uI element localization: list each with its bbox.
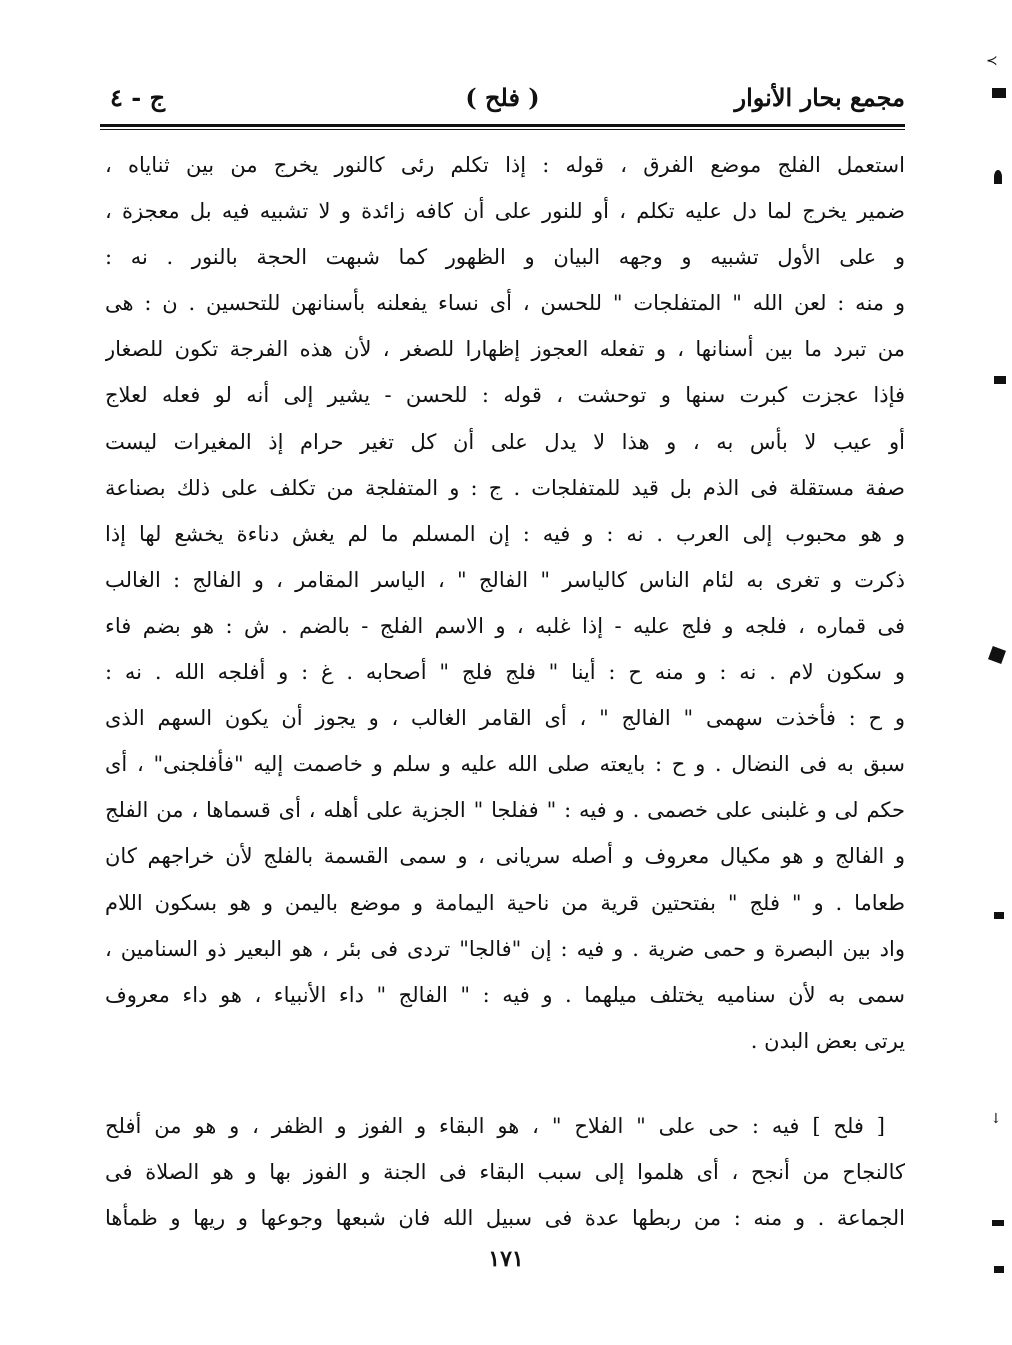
scan-margin-mark: ≺ [986,53,998,69]
text-line: فى قماره ، فلجه و فلج عليه - إذا غلبه ، و الاسم الفلج - بالضم . ش : هو بضم فاء [105,613,905,638]
entry-line: كالنجاح من أنجح ، أى هلموا إلى سبب البقاء فى الجنة و الفوز بها و هو الصلاة فى [105,1160,905,1185]
page-number: ١٧١ [488,1246,524,1272]
scan-margin-mark [994,1266,1004,1273]
text-line: سبق به فى النضال . و ح : بايعته صلى الله عليه و سلم و خاصمت إليه "فأفلجنى" ، أى [105,752,905,777]
entry-line: [ فلح ] فيه : حى على " الفلاح " ، هو البقاء و الفوز و الظفر ، و هو من أفلح [105,1114,885,1138]
text-line: و على الأول تشبيه و وجهه البيان و الظهور كما شبهت الحجة بالنور . نه : [105,245,905,270]
text-line: و منه : لعن الله " المتفلجات " للحسن ، أى نساء يفعلنه بأسنانهن للتحسين . ن : هى [105,291,905,316]
header-rule-thick [100,124,905,127]
header-rule-thin [100,129,905,130]
text-line: و الفالج و هو مكيال معروف و أصله سريانى ، و سمى القسمة بالفلج لأن خراجهم كان [105,844,905,869]
new-entry-falah [105,1103,905,1241]
scan-margin-mark [994,376,1006,384]
text-line: يرتى بعض البدن . [750,1028,905,1053]
text-line: استعمل الفلج موضع الفرق ، قوله : إذا تكلم رئى كالنور يخرج من بين ثناياه ، [105,153,905,177]
scan-margin-mark [994,170,1002,184]
text-line: صفة مستقلة فى الذم بل قيد للمتفلجات . ج : و المتفلجة من تكلف على ذلك بصناعة [105,475,905,500]
text-line: و هو محبوب إلى العرب . نه : و فيه : إن المسلم ما لم يغش دناءة يخشع لها إذا [105,521,905,546]
entry-word-heading: ( فلح ) [465,83,540,112]
text-line: ذكرت و تغرى به لئام الناس كالياسر " الفالج " ، الياسر المقامر ، و الفالج : الغالب [105,567,905,592]
text-line: ضمير يخرج لما دل عليه تكلم ، أو للنور على أن كافه زائدة و لا تشبيه فيه بل معجزة ، [105,199,905,224]
text-line: أو عيب لا بأس به ، و هذا لا يدل على أن كل تغير حرام إذ المغيرات ليست [105,429,905,454]
running-header [100,80,905,116]
text-line: حكم لى و غلبنى على خصمى . و فيه : " ففلجا " الجزية على أهله ، أى قسماها ، من الفلج [105,798,905,823]
text-line: طعاما . و " فلج " بفتحتين قرية من ناحية اليمامة و موضع باليمن و هو بسكون اللام [105,890,905,915]
entry-line: الجماعة . و منه : من ربطها عدة فى سبيل الله فان شبعها وجوعها و ريها و ظمأها [105,1206,905,1231]
scan-margin-mark: ↓ [990,1111,1002,1127]
text-line: و ح : فأخذت سهمى " الفالج " ، أى القامر الغالب ، و يجوز أن يكون السهم الذى [105,706,905,731]
text-line: فإذا عجزت كبرت سنها و توحشت ، قوله : للحسن - يشير إلى أنه لو فعله لعلاج [105,383,905,408]
book-title: مجمع بحار الأنوار [734,83,905,112]
text-line: من تبرد ما بين أسنانها ، و تفعله العجوز إظهارا للصغر ، لأن هذه الفرجة تكون للصغار [105,337,905,362]
text-line: و سكون لام . نه : و منه ح : أينا " فلج فلج " أصحابه . غ : و أفلجه الله . نه : [105,660,905,685]
scan-margin-mark [992,1220,1004,1226]
scan-margin-mark [994,912,1004,919]
text-line: سمى به لأن سناميه يختلف ميلهما . و فيه : " الفالج " داء الأنبياء ، هو داء معروف [105,982,905,1007]
text-line: واد بين البصرة و حمى ضرية . و فيه : إن "فالجا" تردى فى بئر ، هو البعير ذو السنامين ، [105,936,905,961]
scan-margin-mark [988,646,1006,664]
main-text-block [105,142,905,1064]
volume-number: ج - ٤ [110,83,166,112]
scan-margin-mark [992,88,1006,98]
